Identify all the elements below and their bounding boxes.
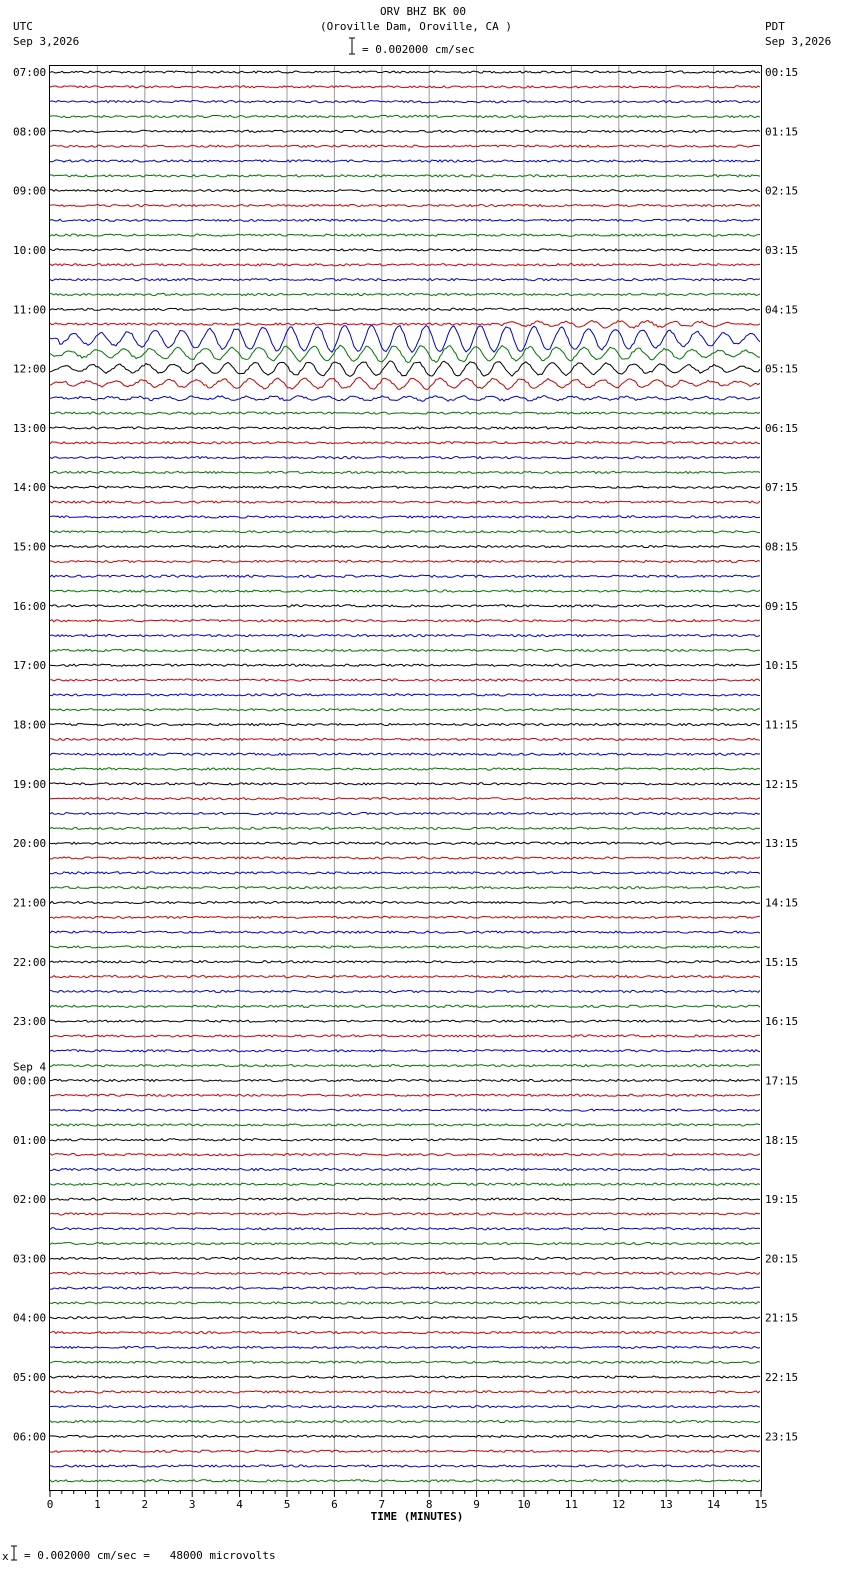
right-hour-label: 01:15 xyxy=(765,125,799,139)
seismic-trace xyxy=(50,249,760,251)
seismic-trace xyxy=(50,590,760,592)
seismic-trace xyxy=(50,1435,760,1437)
seismic-trace xyxy=(50,486,760,488)
seismic-trace xyxy=(50,812,760,814)
left-hour-label: 19:00 xyxy=(13,777,47,791)
seismic-trace xyxy=(50,1079,760,1081)
seismic-trace xyxy=(50,1198,760,1200)
left-hour-label: 20:00 xyxy=(13,837,47,851)
seismic-trace xyxy=(50,396,760,402)
right-hour-label: 18:15 xyxy=(765,1133,799,1147)
x-tick-label: 15 xyxy=(754,1498,768,1511)
seismic-trace xyxy=(50,1302,760,1304)
right-hour-label: 21:15 xyxy=(765,1311,799,1325)
seismic-trace xyxy=(50,887,760,889)
right-hour-labels xyxy=(765,66,798,1443)
left-hour-label: 16:00 xyxy=(13,599,47,613)
right-hour-label: 15:15 xyxy=(765,955,799,969)
seismic-trace xyxy=(50,457,760,459)
x-tick-label: 0 xyxy=(46,1498,54,1511)
left-hour-label: 23:00 xyxy=(13,1015,47,1029)
seismic-trace xyxy=(50,723,760,725)
right-hour-label: 14:15 xyxy=(765,896,799,910)
x-tick-label: 11 xyxy=(564,1498,579,1511)
seismic-trace xyxy=(50,279,760,281)
seismic-trace xyxy=(50,1243,760,1245)
left-hour-label: 22:00 xyxy=(13,955,47,969)
right-hour-label: 12:15 xyxy=(765,777,799,791)
seismic-trace xyxy=(50,1020,760,1022)
right-hour-label: 23:15 xyxy=(765,1430,799,1444)
seismic-trace xyxy=(50,901,760,903)
left-hour-label: 11:00 xyxy=(13,303,47,317)
seismic-trace xyxy=(50,1346,760,1348)
left-hour-label: 05:00 xyxy=(13,1371,47,1385)
seismic-trace xyxy=(50,1139,760,1141)
seismic-trace xyxy=(50,990,760,992)
seismic-trace xyxy=(50,412,760,414)
left-hour-label: 02:00 xyxy=(13,1193,47,1207)
seismic-trace xyxy=(50,916,760,918)
seismic-trace xyxy=(50,308,760,310)
trace-group xyxy=(50,71,760,1482)
seismic-trace xyxy=(50,634,760,636)
seismic-trace xyxy=(50,842,760,844)
right-hour-label: 02:15 xyxy=(765,184,799,198)
footer-scale-bar-icon xyxy=(11,1546,17,1560)
seismic-trace xyxy=(50,1317,760,1319)
seismic-trace xyxy=(50,1391,760,1393)
left-hour-label: 12:00 xyxy=(13,362,47,376)
right-hour-label: 08:15 xyxy=(765,540,799,554)
seismic-trace xyxy=(50,649,760,651)
left-hour-label: 15:00 xyxy=(13,540,47,554)
seismic-trace xyxy=(50,501,760,503)
right-hour-label: 00:15 xyxy=(765,66,799,79)
left-hour-labels xyxy=(13,66,46,1443)
seismic-trace xyxy=(50,1406,760,1408)
right-hour-label: 06:15 xyxy=(765,421,799,435)
seismic-trace xyxy=(50,738,760,740)
seismic-trace xyxy=(50,531,760,533)
right-hour-label: 17:15 xyxy=(765,1074,799,1088)
x-tick-label: 1 xyxy=(94,1498,101,1511)
footer-marker: x xyxy=(2,1550,9,1563)
seismic-trace xyxy=(50,325,760,352)
seismic-trace xyxy=(50,783,760,785)
seismic-trace xyxy=(50,234,760,236)
seismic-trace xyxy=(50,1168,760,1170)
seismic-trace xyxy=(50,1213,760,1215)
seismic-trace xyxy=(50,605,760,607)
seismic-trace xyxy=(50,575,760,577)
seismic-trace xyxy=(50,753,760,755)
seismic-trace xyxy=(50,1005,760,1007)
seismic-trace xyxy=(50,427,760,429)
day-change-label: Sep 4 xyxy=(13,1060,47,1074)
seismic-trace xyxy=(50,1124,760,1126)
seismic-trace xyxy=(50,1109,760,1111)
right-hour-label: 03:15 xyxy=(765,243,799,257)
seismic-trace xyxy=(50,321,760,329)
x-tick-label: 13 xyxy=(659,1498,673,1511)
left-hour-label: 09:00 xyxy=(13,184,47,198)
left-hour-label: 17:00 xyxy=(13,659,47,673)
seismic-trace xyxy=(50,872,760,874)
seismic-trace xyxy=(50,1035,760,1037)
x-tick-label: 6 xyxy=(331,1498,338,1511)
chart-title: ORV BHZ BK 00 xyxy=(379,5,467,18)
seismic-trace xyxy=(50,1450,760,1452)
left-hour-label: 00:00 xyxy=(13,1074,47,1088)
seismic-trace xyxy=(50,857,760,859)
seismic-trace xyxy=(50,145,760,147)
chart-subtitle: (Oroville Dam, Oroville, CA ) xyxy=(319,20,513,33)
left-timezone: UTC xyxy=(13,20,33,33)
left-hour-label: 06:00 xyxy=(13,1430,47,1444)
seismic-trace xyxy=(50,471,760,473)
footer-scale-note: = 0.002000 cm/sec = 48000 microvolts xyxy=(24,1549,276,1562)
left-hour-label: 04:00 xyxy=(13,1311,47,1325)
seismic-trace xyxy=(50,293,760,295)
x-tick-label: 2 xyxy=(141,1498,149,1511)
seismic-trace xyxy=(50,1094,760,1096)
seismic-trace xyxy=(50,976,760,978)
seismic-trace xyxy=(50,264,760,266)
right-hour-label: 20:15 xyxy=(765,1252,799,1266)
seismic-trace xyxy=(50,345,760,362)
left-hour-label: 14:00 xyxy=(13,481,47,495)
x-tick-label: 8 xyxy=(425,1498,433,1511)
seismic-trace xyxy=(50,560,760,562)
seismic-trace xyxy=(50,1183,760,1185)
seismic-trace xyxy=(50,664,760,666)
left-hour-label: 10:00 xyxy=(13,243,47,257)
seismic-trace xyxy=(50,546,760,548)
seismic-trace xyxy=(50,768,760,770)
seismic-trace xyxy=(50,1050,760,1052)
right-hour-label: 11:15 xyxy=(765,718,799,732)
x-tick-label: 3 xyxy=(188,1498,196,1511)
seismic-trace xyxy=(50,175,760,177)
seismic-trace xyxy=(50,931,760,933)
seismic-trace xyxy=(50,961,760,963)
seismic-trace xyxy=(50,71,760,73)
right-hour-label: 19:15 xyxy=(765,1193,799,1207)
seismic-trace xyxy=(50,679,760,681)
left-hour-label: 21:00 xyxy=(13,896,47,910)
seismic-trace xyxy=(50,946,760,948)
seismic-trace xyxy=(50,1065,760,1067)
seismic-trace xyxy=(50,361,760,377)
scale-bar-icon xyxy=(349,38,355,54)
x-axis-label: TIME (MINUTES) xyxy=(370,1510,464,1523)
left-hour-label: 07:00 xyxy=(13,66,47,79)
right-hour-label: 04:15 xyxy=(765,303,799,317)
seismic-trace xyxy=(50,115,760,117)
seismic-trace xyxy=(50,1228,760,1230)
seismic-trace xyxy=(50,1257,760,1259)
seismic-trace xyxy=(50,1332,760,1334)
seismic-trace xyxy=(50,1272,760,1274)
seismic-trace xyxy=(50,204,760,206)
seismic-trace xyxy=(50,442,760,444)
seismic-trace xyxy=(50,798,760,800)
seismic-trace xyxy=(50,1465,760,1467)
right-hour-label: 07:15 xyxy=(765,481,799,495)
right-hour-label: 09:15 xyxy=(765,599,799,613)
left-hour-label: 13:00 xyxy=(13,421,47,435)
x-axis-ticks xyxy=(47,1490,768,1511)
x-tick-label: 12 xyxy=(612,1498,626,1511)
x-tick-label: 10 xyxy=(517,1498,531,1511)
seismic-trace xyxy=(50,827,760,829)
right-hour-label: 05:15 xyxy=(765,362,799,376)
right-hour-label: 13:15 xyxy=(765,837,799,851)
x-tick-label: 5 xyxy=(283,1498,291,1511)
right-hour-label: 16:15 xyxy=(765,1015,799,1029)
x-tick-label: 9 xyxy=(473,1498,480,1511)
seismic-trace xyxy=(50,219,760,221)
seismic-trace xyxy=(50,1361,760,1363)
seismic-trace xyxy=(50,378,760,390)
seismic-trace xyxy=(50,516,760,518)
seismic-trace xyxy=(50,86,760,88)
seismic-trace xyxy=(50,190,760,192)
seismic-trace xyxy=(50,1154,760,1156)
x-tick-label: 4 xyxy=(236,1498,243,1511)
seismic-trace xyxy=(50,694,760,696)
right-hour-label: 10:15 xyxy=(765,659,799,673)
x-tick-label: 7 xyxy=(378,1498,386,1511)
left-hour-label: 03:00 xyxy=(13,1252,47,1266)
seismic-trace xyxy=(50,101,760,103)
left-hour-label: 08:00 xyxy=(13,125,47,139)
left-hour-label: 18:00 xyxy=(13,718,47,732)
seismic-trace xyxy=(50,620,760,622)
seismic-trace xyxy=(50,1376,760,1378)
left-hour-label: 01:00 xyxy=(13,1133,47,1147)
seismic-trace xyxy=(50,709,760,711)
x-tick-label: 14 xyxy=(706,1498,721,1511)
right-timezone: PDT xyxy=(765,20,785,33)
right-date: Sep 3,2026 xyxy=(765,35,832,48)
scale-label: = 0.002000 cm/sec xyxy=(362,43,475,56)
right-hour-label: 22:15 xyxy=(765,1371,799,1385)
left-date: Sep 3,2026 xyxy=(13,35,80,48)
seismic-trace xyxy=(50,1287,760,1289)
seismic-trace xyxy=(50,130,760,132)
seismic-trace xyxy=(50,1420,760,1422)
seismic-trace xyxy=(50,160,760,162)
seismic-trace xyxy=(50,1480,760,1482)
